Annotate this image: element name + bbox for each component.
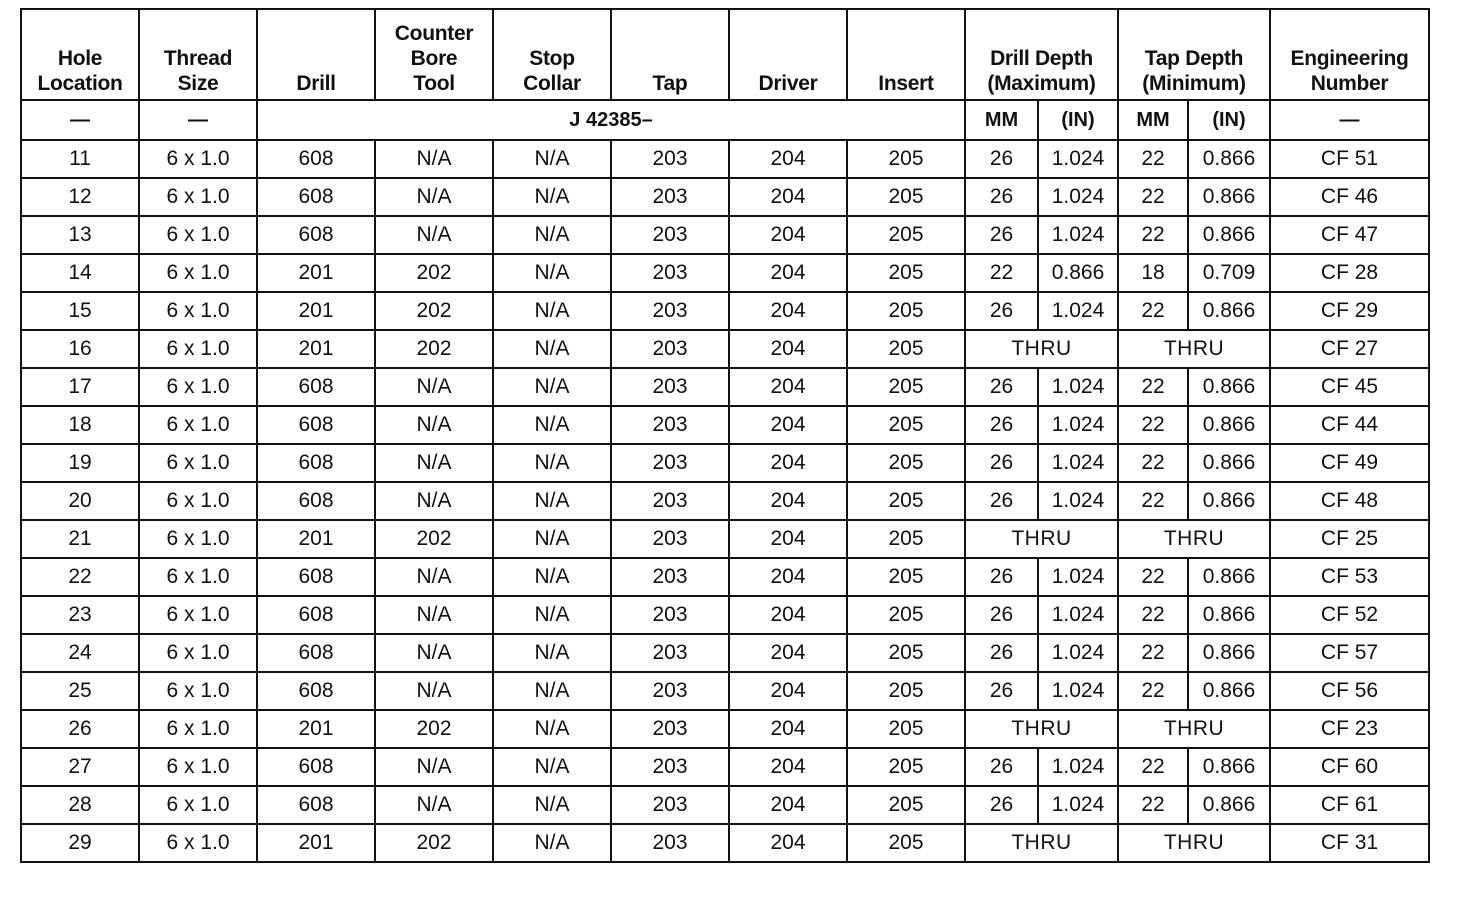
cell-drill: 608	[257, 178, 375, 216]
cell-driver: 204	[729, 482, 847, 520]
cell-counter-bore-tool: N/A	[375, 482, 493, 520]
cell-driver: 204	[729, 596, 847, 634]
cell-engineering-number: CF 23	[1270, 710, 1429, 748]
cell-tap-depth-in: 0.866	[1188, 482, 1270, 520]
cell-driver: 204	[729, 672, 847, 710]
cell-tap-depth-in: 0.866	[1188, 292, 1270, 330]
cell-tap-depth-mm: 22	[1118, 178, 1188, 216]
table-row	[21, 672, 1429, 710]
cell-tap: 203	[611, 634, 729, 672]
col-header-drill: Drill	[257, 9, 375, 100]
cell-stop-collar: N/A	[493, 330, 611, 368]
cell-stop-collar: N/A	[493, 178, 611, 216]
table-row	[21, 634, 1429, 672]
cell-insert: 205	[847, 672, 965, 710]
cell-thread-size: 6 x 1.0	[139, 406, 257, 444]
cell-counter-bore-tool: N/A	[375, 634, 493, 672]
cell-hole-location: 27	[21, 748, 139, 786]
cell-counter-bore-tool: 202	[375, 824, 493, 862]
cell-tap: 203	[611, 482, 729, 520]
cell-counter-bore-tool: N/A	[375, 672, 493, 710]
cell-insert: 205	[847, 140, 965, 178]
cell-drill-depth-thru: THRU	[965, 330, 1118, 368]
cell-tap-depth-in: 0.866	[1188, 368, 1270, 406]
cell-counter-bore-tool: 202	[375, 254, 493, 292]
table-row	[21, 140, 1429, 178]
cell-drill: 201	[257, 292, 375, 330]
cell-stop-collar: N/A	[493, 672, 611, 710]
tool-number-prefix: J 42385–	[257, 100, 965, 140]
cell-thread-size: 6 x 1.0	[139, 254, 257, 292]
cell-drill-depth-mm: 26	[965, 634, 1038, 672]
cell-drill-depth-mm: 22	[965, 254, 1038, 292]
cell-tap-depth-thru: THRU	[1118, 330, 1270, 368]
cell-drill-depth-mm: 26	[965, 596, 1038, 634]
cell-hole-location: 16	[21, 330, 139, 368]
cell-hole-location: 26	[21, 710, 139, 748]
cell-tap-depth-mm: 22	[1118, 786, 1188, 824]
cell-counter-bore-tool: N/A	[375, 748, 493, 786]
cell-tap-depth-mm: 22	[1118, 596, 1188, 634]
cell-drill-depth-in: 1.024	[1038, 406, 1118, 444]
cell-engineering-number: CF 57	[1270, 634, 1429, 672]
cell-insert: 205	[847, 596, 965, 634]
cell-stop-collar: N/A	[493, 520, 611, 558]
cell-drill: 608	[257, 482, 375, 520]
unit-thread-size: —	[139, 100, 257, 140]
cell-stop-collar: N/A	[493, 444, 611, 482]
table-body	[21, 140, 1429, 862]
cell-drill-depth-thru: THRU	[965, 824, 1118, 862]
cell-drill: 201	[257, 824, 375, 862]
cell-tap-depth-in: 0.866	[1188, 634, 1270, 672]
cell-hole-location: 20	[21, 482, 139, 520]
cell-hole-location: 29	[21, 824, 139, 862]
cell-thread-size: 6 x 1.0	[139, 292, 257, 330]
cell-insert: 205	[847, 406, 965, 444]
col-header-counter-bore-tool: Counter Bore Tool	[375, 9, 493, 100]
cell-engineering-number: CF 31	[1270, 824, 1429, 862]
cell-tap: 203	[611, 368, 729, 406]
table-row	[21, 292, 1429, 330]
cell-stop-collar: N/A	[493, 216, 611, 254]
cell-drill: 608	[257, 672, 375, 710]
cell-drill: 201	[257, 330, 375, 368]
cell-counter-bore-tool: N/A	[375, 596, 493, 634]
cell-engineering-number: CF 49	[1270, 444, 1429, 482]
cell-insert: 205	[847, 330, 965, 368]
cell-tap: 203	[611, 672, 729, 710]
col-header-driver: Driver	[729, 9, 847, 100]
thread-repair-table	[20, 8, 1430, 863]
cell-tap-depth-mm: 22	[1118, 406, 1188, 444]
cell-drill-depth-mm: 26	[965, 140, 1038, 178]
header-row	[21, 9, 1429, 100]
cell-tap-depth-in: 0.709	[1188, 254, 1270, 292]
cell-tap: 203	[611, 216, 729, 254]
cell-insert: 205	[847, 786, 965, 824]
cell-drill-depth-in: 1.024	[1038, 140, 1118, 178]
cell-counter-bore-tool: N/A	[375, 786, 493, 824]
cell-counter-bore-tool: N/A	[375, 444, 493, 482]
cell-counter-bore-tool: 202	[375, 520, 493, 558]
cell-stop-collar: N/A	[493, 786, 611, 824]
cell-insert: 205	[847, 710, 965, 748]
cell-tap-depth-mm: 22	[1118, 748, 1188, 786]
cell-drill-depth-in: 1.024	[1038, 786, 1118, 824]
cell-thread-size: 6 x 1.0	[139, 520, 257, 558]
cell-drill-depth-in: 1.024	[1038, 558, 1118, 596]
cell-tap-depth-mm: 22	[1118, 292, 1188, 330]
table-row	[21, 596, 1429, 634]
table-row	[21, 406, 1429, 444]
col-header-tap-depth: Tap Depth (Minimum)	[1118, 9, 1270, 100]
col-header-insert: Insert	[847, 9, 965, 100]
cell-engineering-number: CF 25	[1270, 520, 1429, 558]
cell-drill-depth-mm: 26	[965, 672, 1038, 710]
cell-drill-depth-mm: 26	[965, 558, 1038, 596]
cell-drill: 201	[257, 520, 375, 558]
cell-stop-collar: N/A	[493, 254, 611, 292]
table-row	[21, 330, 1429, 368]
table-row	[21, 520, 1429, 558]
cell-driver: 204	[729, 330, 847, 368]
cell-drill-depth-thru: THRU	[965, 710, 1118, 748]
cell-tap: 203	[611, 824, 729, 862]
col-header-hole-location: Hole Location	[21, 9, 139, 100]
col-header-drill-depth: Drill Depth (Maximum)	[965, 9, 1118, 100]
unit-row	[21, 100, 1429, 140]
cell-stop-collar: N/A	[493, 368, 611, 406]
cell-driver: 204	[729, 140, 847, 178]
cell-thread-size: 6 x 1.0	[139, 444, 257, 482]
cell-tap-depth-mm: 22	[1118, 140, 1188, 178]
cell-engineering-number: CF 45	[1270, 368, 1429, 406]
table-row	[21, 216, 1429, 254]
cell-drill-depth-in: 1.024	[1038, 178, 1118, 216]
cell-drill: 608	[257, 140, 375, 178]
cell-drill-depth-in: 1.024	[1038, 482, 1118, 520]
cell-drill-depth-mm: 26	[965, 406, 1038, 444]
col-header-thread-size: Thread Size	[139, 9, 257, 100]
cell-drill-depth-in: 0.866	[1038, 254, 1118, 292]
table-row	[21, 748, 1429, 786]
cell-tap: 203	[611, 178, 729, 216]
table-row	[21, 482, 1429, 520]
cell-engineering-number: CF 61	[1270, 786, 1429, 824]
table-row	[21, 178, 1429, 216]
unit-drill-depth-mm: MM	[965, 100, 1038, 140]
cell-tap-depth-in: 0.866	[1188, 216, 1270, 254]
cell-drill: 608	[257, 596, 375, 634]
cell-tap-depth-thru: THRU	[1118, 520, 1270, 558]
table-row	[21, 368, 1429, 406]
cell-insert: 205	[847, 178, 965, 216]
cell-counter-bore-tool: N/A	[375, 178, 493, 216]
cell-driver: 204	[729, 558, 847, 596]
cell-driver: 204	[729, 292, 847, 330]
cell-stop-collar: N/A	[493, 292, 611, 330]
cell-driver: 204	[729, 444, 847, 482]
col-header-tap: Tap	[611, 9, 729, 100]
cell-driver: 204	[729, 368, 847, 406]
cell-tap: 203	[611, 520, 729, 558]
cell-drill-depth-mm: 26	[965, 482, 1038, 520]
cell-tap-depth-in: 0.866	[1188, 748, 1270, 786]
cell-engineering-number: CF 47	[1270, 216, 1429, 254]
cell-counter-bore-tool: N/A	[375, 140, 493, 178]
cell-tap-depth-mm: 18	[1118, 254, 1188, 292]
cell-insert: 205	[847, 292, 965, 330]
cell-stop-collar: N/A	[493, 748, 611, 786]
col-header-stop-collar: Stop Collar	[493, 9, 611, 100]
cell-drill-depth-in: 1.024	[1038, 444, 1118, 482]
cell-drill-depth-in: 1.024	[1038, 596, 1118, 634]
cell-drill-depth-thru: THRU	[965, 520, 1118, 558]
cell-tap-depth-in: 0.866	[1188, 406, 1270, 444]
cell-hole-location: 18	[21, 406, 139, 444]
cell-counter-bore-tool: 202	[375, 292, 493, 330]
cell-tap-depth-mm: 22	[1118, 672, 1188, 710]
cell-counter-bore-tool: 202	[375, 330, 493, 368]
cell-drill: 201	[257, 254, 375, 292]
cell-thread-size: 6 x 1.0	[139, 634, 257, 672]
cell-driver: 204	[729, 406, 847, 444]
cell-tap-depth-mm: 22	[1118, 634, 1188, 672]
cell-thread-size: 6 x 1.0	[139, 482, 257, 520]
cell-thread-size: 6 x 1.0	[139, 558, 257, 596]
cell-stop-collar: N/A	[493, 710, 611, 748]
cell-driver: 204	[729, 634, 847, 672]
cell-drill-depth-mm: 26	[965, 748, 1038, 786]
cell-tap-depth-in: 0.866	[1188, 786, 1270, 824]
cell-insert: 205	[847, 254, 965, 292]
cell-insert: 205	[847, 368, 965, 406]
cell-driver: 204	[729, 710, 847, 748]
cell-engineering-number: CF 28	[1270, 254, 1429, 292]
cell-thread-size: 6 x 1.0	[139, 216, 257, 254]
cell-counter-bore-tool: N/A	[375, 558, 493, 596]
cell-hole-location: 15	[21, 292, 139, 330]
cell-driver: 204	[729, 786, 847, 824]
cell-drill: 608	[257, 634, 375, 672]
table-row	[21, 824, 1429, 862]
cell-engineering-number: CF 44	[1270, 406, 1429, 444]
cell-drill-depth-in: 1.024	[1038, 748, 1118, 786]
cell-thread-size: 6 x 1.0	[139, 596, 257, 634]
cell-drill-depth-mm: 26	[965, 178, 1038, 216]
cell-drill: 608	[257, 786, 375, 824]
cell-thread-size: 6 x 1.0	[139, 710, 257, 748]
cell-drill-depth-mm: 26	[965, 216, 1038, 254]
cell-counter-bore-tool: 202	[375, 710, 493, 748]
cell-engineering-number: CF 60	[1270, 748, 1429, 786]
cell-stop-collar: N/A	[493, 824, 611, 862]
cell-engineering-number: CF 51	[1270, 140, 1429, 178]
cell-driver: 204	[729, 520, 847, 558]
cell-tap-depth-in: 0.866	[1188, 672, 1270, 710]
unit-drill-depth-in: (IN)	[1038, 100, 1118, 140]
cell-tap-depth-thru: THRU	[1118, 824, 1270, 862]
cell-drill-depth-mm: 26	[965, 292, 1038, 330]
cell-hole-location: 24	[21, 634, 139, 672]
cell-tap-depth-mm: 22	[1118, 558, 1188, 596]
cell-engineering-number: CF 56	[1270, 672, 1429, 710]
unit-hole-location: —	[21, 100, 139, 140]
cell-hole-location: 22	[21, 558, 139, 596]
cell-drill-depth-mm: 26	[965, 444, 1038, 482]
cell-engineering-number: CF 29	[1270, 292, 1429, 330]
table-row	[21, 254, 1429, 292]
cell-thread-size: 6 x 1.0	[139, 178, 257, 216]
cell-driver: 204	[729, 824, 847, 862]
cell-tap: 203	[611, 406, 729, 444]
cell-hole-location: 19	[21, 444, 139, 482]
cell-stop-collar: N/A	[493, 634, 611, 672]
cell-engineering-number: CF 27	[1270, 330, 1429, 368]
table-row	[21, 558, 1429, 596]
cell-stop-collar: N/A	[493, 482, 611, 520]
cell-engineering-number: CF 52	[1270, 596, 1429, 634]
cell-driver: 204	[729, 216, 847, 254]
cell-drill: 608	[257, 748, 375, 786]
cell-thread-size: 6 x 1.0	[139, 786, 257, 824]
cell-drill-depth-in: 1.024	[1038, 368, 1118, 406]
cell-tap-depth-thru: THRU	[1118, 710, 1270, 748]
cell-tap: 203	[611, 748, 729, 786]
cell-stop-collar: N/A	[493, 596, 611, 634]
cell-stop-collar: N/A	[493, 558, 611, 596]
cell-counter-bore-tool: N/A	[375, 406, 493, 444]
cell-tap-depth-in: 0.866	[1188, 444, 1270, 482]
cell-engineering-number: CF 53	[1270, 558, 1429, 596]
cell-stop-collar: N/A	[493, 140, 611, 178]
cell-hole-location: 17	[21, 368, 139, 406]
cell-hole-location: 28	[21, 786, 139, 824]
cell-drill-depth-in: 1.024	[1038, 292, 1118, 330]
cell-drill-depth-in: 1.024	[1038, 672, 1118, 710]
cell-tap: 203	[611, 596, 729, 634]
cell-driver: 204	[729, 748, 847, 786]
cell-insert: 205	[847, 748, 965, 786]
cell-insert: 205	[847, 216, 965, 254]
cell-insert: 205	[847, 634, 965, 672]
cell-counter-bore-tool: N/A	[375, 216, 493, 254]
cell-insert: 205	[847, 520, 965, 558]
cell-tap: 203	[611, 292, 729, 330]
cell-drill: 608	[257, 406, 375, 444]
cell-tap: 203	[611, 444, 729, 482]
cell-hole-location: 12	[21, 178, 139, 216]
unit-tap-depth-mm: MM	[1118, 100, 1188, 140]
cell-thread-size: 6 x 1.0	[139, 330, 257, 368]
cell-drill: 608	[257, 558, 375, 596]
cell-tap: 203	[611, 140, 729, 178]
cell-stop-collar: N/A	[493, 406, 611, 444]
cell-tap: 203	[611, 254, 729, 292]
cell-tap-depth-mm: 22	[1118, 368, 1188, 406]
cell-hole-location: 11	[21, 140, 139, 178]
cell-tap: 203	[611, 330, 729, 368]
cell-tap-depth-in: 0.866	[1188, 178, 1270, 216]
cell-hole-location: 25	[21, 672, 139, 710]
cell-thread-size: 6 x 1.0	[139, 140, 257, 178]
cell-drill: 201	[257, 710, 375, 748]
cell-thread-size: 6 x 1.0	[139, 368, 257, 406]
table-row	[21, 786, 1429, 824]
cell-drill: 608	[257, 216, 375, 254]
cell-hole-location: 13	[21, 216, 139, 254]
cell-tap-depth-in: 0.866	[1188, 558, 1270, 596]
cell-tap-depth-mm: 22	[1118, 482, 1188, 520]
cell-thread-size: 6 x 1.0	[139, 672, 257, 710]
cell-tap-depth-mm: 22	[1118, 444, 1188, 482]
cell-thread-size: 6 x 1.0	[139, 748, 257, 786]
cell-engineering-number: CF 48	[1270, 482, 1429, 520]
table-row	[21, 444, 1429, 482]
cell-drill-depth-mm: 26	[965, 786, 1038, 824]
unit-tap-depth-in: (IN)	[1188, 100, 1270, 140]
cell-driver: 204	[729, 254, 847, 292]
cell-counter-bore-tool: N/A	[375, 368, 493, 406]
col-header-engineering-number: Engineering Number	[1270, 9, 1429, 100]
cell-hole-location: 21	[21, 520, 139, 558]
cell-insert: 205	[847, 558, 965, 596]
cell-insert: 205	[847, 482, 965, 520]
cell-drill: 608	[257, 444, 375, 482]
cell-insert: 205	[847, 444, 965, 482]
cell-drill-depth-in: 1.024	[1038, 216, 1118, 254]
cell-tap: 203	[611, 710, 729, 748]
cell-hole-location: 14	[21, 254, 139, 292]
cell-tap-depth-mm: 22	[1118, 216, 1188, 254]
cell-tap: 203	[611, 786, 729, 824]
cell-tap: 203	[611, 558, 729, 596]
cell-drill-depth-mm: 26	[965, 368, 1038, 406]
cell-hole-location: 23	[21, 596, 139, 634]
cell-engineering-number: CF 46	[1270, 178, 1429, 216]
cell-thread-size: 6 x 1.0	[139, 824, 257, 862]
cell-tap-depth-in: 0.866	[1188, 140, 1270, 178]
cell-tap-depth-in: 0.866	[1188, 596, 1270, 634]
cell-drill-depth-in: 1.024	[1038, 634, 1118, 672]
unit-engineering-number: —	[1270, 100, 1429, 140]
cell-driver: 204	[729, 178, 847, 216]
cell-insert: 205	[847, 824, 965, 862]
table-row	[21, 710, 1429, 748]
cell-drill: 608	[257, 368, 375, 406]
